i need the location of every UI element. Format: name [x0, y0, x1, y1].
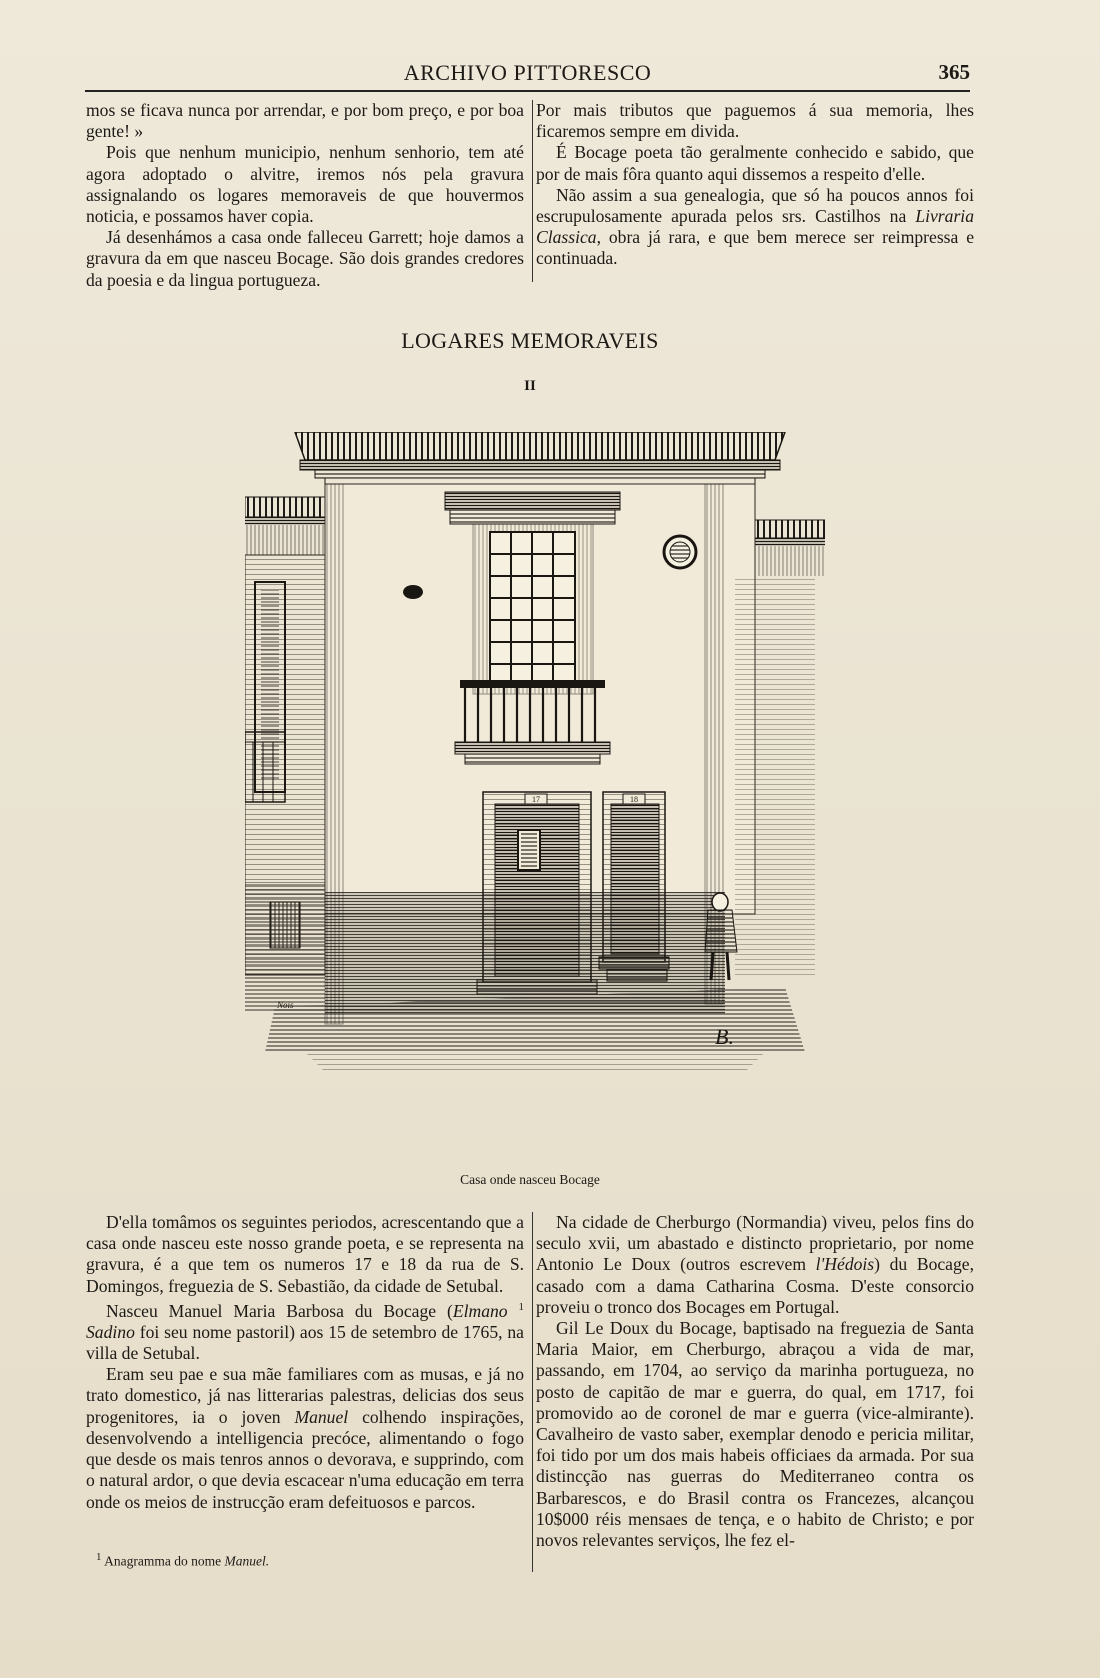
paragraph: Por mais tributos que paguemos á sua memoria, lhes ficaremos sempre em divida.	[536, 100, 974, 142]
top-left-column	[86, 100, 524, 291]
footnote	[96, 1551, 269, 1570]
paragraph: D'ella tomâmos os seguintes periodos, acrescentando que a casa onde nasceu este nosso grande poeta, e se representa na gravura, é a que tem os numeros 17 e 18 da rua de S. Domingos, freguezia de S. Sebastião, da cidade de Setubal.	[86, 1212, 524, 1296]
figure-caption: Casa onde nasceu Bocage	[460, 1172, 600, 1187]
paragraph	[86, 1297, 524, 1364]
door-number-18: 18	[630, 795, 638, 804]
paragraph: Gil Le Doux du Bocage, baptisado na freguezia de Santa Maria Maior, em Cherburgo, abraçou a vida de mar, passando, em 1704, ao serviço da marinha portugueza, no posto de capitão de mar e guerra, do qual, em 1717, foi promovido ao de coronel de mar e guerra (vice-almirante). Cavalheiro de vasto saber, exemplar denodo e pericia militar, foi tido por um dos mais habeis officiaes da armada. Por sua distincção nas guerras do Mediterraneo contra os Barbarescos, e do Brasil contra os Francezes, alcançou 10$000 réis mensaes de tença, e o habito de Christo; e por novos relevantes serviços, lhe fez el-	[536, 1318, 974, 1551]
text-run: foi seu nome pastoril) aos 15 de setembro de 1765, na villa de Setubal.	[86, 1321, 524, 1364]
running-head	[85, 58, 970, 92]
paragraph: Já desenhámos a casa onde falleceu Garrett; hoje damos a gravura da em que nasceu Bocage. São dois grandes credores da poesia e da lingua portugueza.	[86, 227, 524, 290]
paragraph: mos se ficava nunca por arrendar, e por bom preço, e por boa gente! »	[86, 100, 524, 142]
bottom-left-column	[86, 1212, 524, 1513]
text-run: Não assim a sua genealogia, que só ha poucos annos foi escrupulosamente apurada pelos srs. Castilhos na	[536, 184, 974, 227]
paragraph: É Bocage poeta tão geralmente conhecido e sabido, que por de mais fôra quanto aqui dissemos a respeito d'elle.	[536, 142, 974, 184]
paragraph	[86, 1364, 524, 1512]
emphasis: Manuel.	[224, 1553, 270, 1569]
running-title: ARCHIVO PITTORESCO	[403, 60, 652, 85]
emphasis: Sadino	[86, 1321, 135, 1342]
footnote-number: 1	[96, 1551, 102, 1563]
emphasis: l'Hédois	[815, 1254, 875, 1275]
door-17	[477, 792, 597, 994]
engraving-signature: B.	[715, 1024, 734, 1049]
text-run: , obra já rara, e que bem merece ser reimpressa e continuada.	[536, 227, 974, 269]
top-right-column	[536, 100, 974, 270]
house-engraving	[245, 432, 825, 1142]
section-title: LOGARES MEMORAVEIS	[401, 328, 659, 353]
page-number: 365	[938, 60, 970, 84]
footnote-marker: 1	[518, 1300, 525, 1313]
emphasis: Elmano	[452, 1300, 508, 1321]
door-18	[599, 792, 669, 981]
emphasis: Manuel	[294, 1406, 349, 1427]
wall-ornament	[403, 585, 423, 599]
engraver-mark: Nois	[277, 1000, 294, 1010]
section-number: II	[524, 378, 536, 394]
column-divider	[532, 100, 533, 282]
paragraph	[536, 185, 974, 270]
text-run: Na cidade de Cherburgo (Normandia) viveu, pelos fins do seculo xvii, um abastado e distincto proprietario, por nome Antonio Le Doux (outros escrevem	[536, 1212, 974, 1275]
paragraph: Pois que nenhum municipio, nenhum senhorio, tem até agora adoptado o alvitre, iremos nós pela gravura assignalando os logares memoraveis de que houvermos noticia, e possamos haver copia.	[86, 142, 524, 227]
column-divider	[532, 1212, 533, 1572]
text-run: Nasceu Manuel Maria Barbosa du Bocage (	[106, 1300, 453, 1321]
door-number-17: 17	[532, 795, 540, 804]
left-roof	[245, 497, 325, 555]
round-window	[664, 536, 696, 568]
text-run: ) du Bocage, casado com a dama Catharina Cosma. D'este consorcio proveiu o tronco dos Bocages em Portugal.	[536, 1254, 974, 1317]
roof	[295, 432, 785, 484]
footnote-text: Anagramma do nome	[104, 1553, 225, 1569]
emphasis: Livraria Classica	[536, 206, 974, 248]
text-run: Eram seu pae e sua mãe familiares com as musas, e já no trato domestico, já nas litterarias palestras, delicias dos seus progenitores, ia o joven	[86, 1364, 524, 1427]
bottom-right-column	[536, 1212, 974, 1551]
paragraph	[536, 1212, 974, 1318]
text-run: colhendo inspirações, desenvolvendo a intelligencia precóce, alimentando o fogo que desde os mais tenros annos o devorava, e supprindo, com o natural ardor, o que devia escacear n'uma educação em terra onde os meios de instrucção eram defeituosos e parcos.	[86, 1406, 524, 1512]
